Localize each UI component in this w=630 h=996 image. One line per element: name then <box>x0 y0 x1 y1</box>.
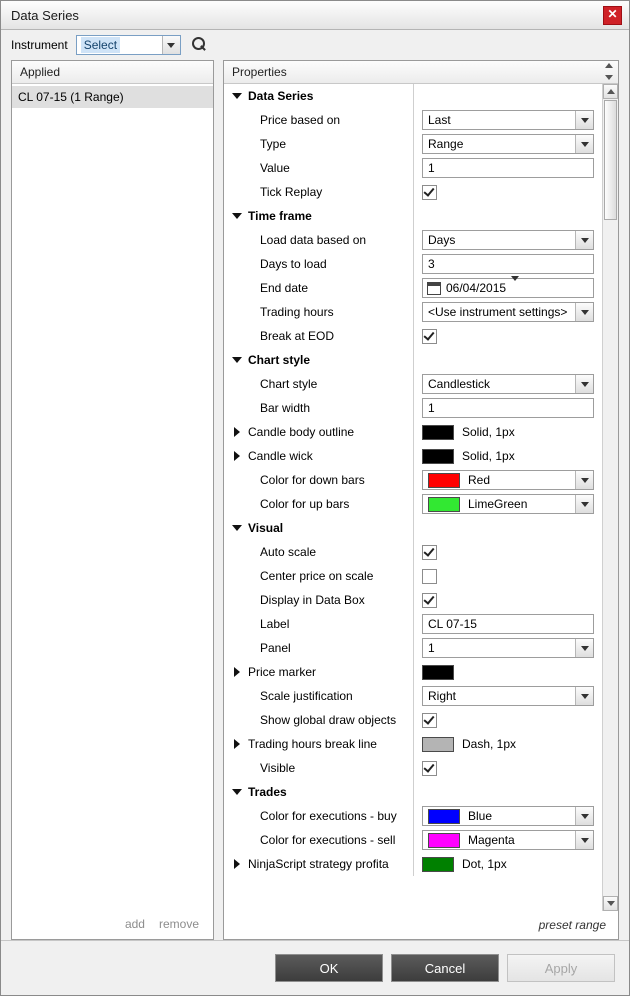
dropdown-value: LimeGreen <box>468 497 528 511</box>
property-label-cell <box>224 540 414 564</box>
property-checkbox[interactable] <box>422 329 437 344</box>
property-label: Price based on <box>260 113 341 127</box>
property-checkbox[interactable] <box>422 569 437 584</box>
property-row <box>224 732 602 756</box>
date-value: 06/04/2015 <box>446 281 507 295</box>
property-label-cell <box>224 420 414 444</box>
property-row <box>224 228 602 252</box>
property-label-cell <box>224 516 414 540</box>
property-label-cell <box>224 636 414 660</box>
applied-list <box>12 84 213 909</box>
property-row <box>224 756 602 780</box>
property-label: Label <box>260 617 290 631</box>
property-value-cell <box>414 396 602 420</box>
property-dropdown[interactable] <box>422 638 594 658</box>
property-color-dropdown[interactable] <box>422 830 594 850</box>
remove-button[interactable]: remove <box>158 917 199 931</box>
property-value-cell <box>414 348 602 372</box>
twisty-collapsed-icon[interactable] <box>230 859 244 869</box>
property-label-cell <box>224 156 414 180</box>
property-dropdown[interactable] <box>422 374 594 394</box>
property-value-cell <box>414 84 602 108</box>
scroll-down-button[interactable] <box>603 896 618 911</box>
twisty-collapsed-icon[interactable] <box>230 739 244 749</box>
dropdown-value: 1 <box>428 641 435 655</box>
chevron-down-icon[interactable] <box>575 135 593 153</box>
property-label-cell <box>224 780 414 804</box>
property-row <box>224 156 602 180</box>
property-label: Bar width <box>260 401 311 415</box>
scrollbar-thumb[interactable] <box>604 100 617 220</box>
property-row <box>224 804 602 828</box>
property-label-cell <box>224 228 414 252</box>
property-dropdown[interactable] <box>422 110 594 130</box>
property-row <box>224 396 602 420</box>
property-group-row <box>224 84 602 108</box>
properties-scrollbar[interactable] <box>602 84 618 911</box>
property-row <box>224 636 602 660</box>
line-style-value: Solid, 1px <box>462 449 515 463</box>
property-dropdown[interactable] <box>422 302 594 322</box>
instrument-select[interactable] <box>76 35 181 55</box>
property-color-dropdown[interactable] <box>422 494 594 514</box>
property-value-cell <box>414 420 602 444</box>
properties-header <box>224 61 618 84</box>
property-label-cell <box>224 348 414 372</box>
property-checkbox[interactable] <box>422 593 437 608</box>
textbox-value: CL 07-15 <box>428 617 477 631</box>
property-label: Candle wick <box>248 449 313 463</box>
chevron-down-icon[interactable] <box>511 281 519 295</box>
property-color-dropdown[interactable] <box>422 806 594 826</box>
property-row <box>224 252 602 276</box>
chevron-down-icon[interactable] <box>575 303 593 321</box>
line-color-swatch[interactable] <box>422 857 454 872</box>
property-row <box>224 540 602 564</box>
property-label: End date <box>260 281 309 295</box>
property-label: Days to load <box>260 257 327 271</box>
property-label: Load data based on <box>260 233 367 247</box>
property-label: Panel <box>260 641 291 655</box>
property-row <box>224 300 602 324</box>
property-label: Center price on scale <box>260 569 374 583</box>
property-value-cell <box>414 732 602 756</box>
property-label: Visible <box>260 761 296 775</box>
applied-pane <box>11 60 214 940</box>
color-swatch <box>428 809 460 824</box>
property-label-cell <box>224 852 414 876</box>
applied-header: Applied <box>12 61 213 84</box>
property-row <box>224 708 602 732</box>
property-label-cell <box>224 444 414 468</box>
property-label: Data Series <box>248 89 314 103</box>
property-label-cell <box>224 108 414 132</box>
property-label: Scale justification <box>260 689 353 703</box>
property-datepicker[interactable] <box>422 278 594 298</box>
twisty-expanded-icon[interactable] <box>230 357 244 363</box>
calendar-icon <box>427 282 441 295</box>
cancel-button[interactable]: Cancel <box>391 954 499 982</box>
color-swatch[interactable] <box>422 665 454 680</box>
dialog-button-bar <box>1 940 629 995</box>
instrument-row <box>1 30 629 60</box>
chevron-down-icon[interactable] <box>575 375 593 393</box>
properties-scroll-area <box>224 84 602 911</box>
dropdown-value: Range <box>428 137 464 151</box>
ok-button[interactable]: OK <box>275 954 383 982</box>
property-value-cell <box>414 156 602 180</box>
property-value-cell <box>414 468 602 492</box>
property-label: NinjaScript strategy profita <box>248 857 389 871</box>
instrument-label: Instrument <box>11 38 68 52</box>
property-label: Auto scale <box>260 545 317 559</box>
twisty-expanded-icon[interactable] <box>230 93 244 99</box>
property-textbox[interactable] <box>422 614 594 634</box>
spin-down-icon <box>605 75 613 80</box>
color-swatch <box>428 833 460 848</box>
line-style-value: Dash, 1px <box>462 737 517 751</box>
property-label-cell <box>224 660 414 684</box>
textbox-value: 3 <box>428 257 435 271</box>
property-label: Color for executions - buy <box>260 809 397 823</box>
chevron-down-icon[interactable] <box>575 687 593 705</box>
property-row <box>224 276 602 300</box>
property-label: Value <box>260 161 290 175</box>
title-bar <box>1 1 629 30</box>
property-label: Price marker <box>248 665 317 679</box>
chevron-down-icon[interactable] <box>162 36 180 54</box>
property-value-cell <box>414 636 602 660</box>
property-label-cell <box>224 132 414 156</box>
property-value-cell <box>414 324 602 348</box>
property-value-cell <box>414 756 602 780</box>
property-value-cell <box>414 588 602 612</box>
color-swatch <box>428 473 460 488</box>
property-value-cell <box>414 564 602 588</box>
property-label: Chart style <box>260 377 318 391</box>
window-title: Data Series <box>11 7 79 23</box>
list-item[interactable]: CL 07-15 (1 Range) <box>12 86 213 108</box>
property-group-row <box>224 348 602 372</box>
property-label-cell <box>224 468 414 492</box>
applied-footer <box>12 909 213 939</box>
property-label: Display in Data Box <box>260 593 365 607</box>
property-value-cell <box>414 660 602 684</box>
property-label-cell <box>224 828 414 852</box>
dropdown-value: Candlestick <box>428 377 491 391</box>
add-button[interactable]: add <box>124 917 145 931</box>
property-group-row <box>224 204 602 228</box>
property-value-cell <box>414 852 602 876</box>
spin-up-icon <box>605 63 613 68</box>
property-label: Color for up bars <box>260 497 350 511</box>
line-style-value: Dot, 1px <box>462 857 507 871</box>
twisty-collapsed-icon[interactable] <box>230 427 244 437</box>
property-value-cell <box>414 108 602 132</box>
property-label-cell <box>224 204 414 228</box>
property-label: Trading hours <box>260 305 334 319</box>
line-color-swatch[interactable] <box>422 425 454 440</box>
chevron-down-icon[interactable] <box>575 231 593 249</box>
chevron-down-icon[interactable] <box>575 831 593 849</box>
property-value-cell <box>414 252 602 276</box>
property-label: Break at EOD <box>260 329 335 343</box>
property-group-row <box>224 780 602 804</box>
dialog-panes <box>1 60 629 940</box>
twisty-expanded-icon[interactable] <box>230 789 244 795</box>
dropdown-value: Days <box>428 233 456 247</box>
properties-rows <box>224 84 602 876</box>
property-row <box>224 492 602 516</box>
properties-footer: preset range <box>224 911 618 939</box>
property-label-cell <box>224 756 414 780</box>
chevron-down-icon[interactable] <box>575 471 593 489</box>
property-row <box>224 564 602 588</box>
chevron-down-icon[interactable] <box>575 639 593 657</box>
property-label: Trading hours break line <box>248 737 377 751</box>
scroll-up-button[interactable] <box>603 84 618 99</box>
property-label: Color for executions - sell <box>260 833 396 847</box>
property-value-cell <box>414 780 602 804</box>
property-row <box>224 660 602 684</box>
property-value-cell <box>414 516 602 540</box>
property-label-cell <box>224 276 414 300</box>
property-label-cell <box>224 612 414 636</box>
chevron-down-icon[interactable] <box>575 495 593 513</box>
property-row <box>224 468 602 492</box>
property-textbox[interactable] <box>422 398 594 418</box>
property-value-cell <box>414 444 602 468</box>
chevron-down-icon[interactable] <box>575 807 593 825</box>
property-label-cell <box>224 300 414 324</box>
property-row <box>224 372 602 396</box>
property-checkbox[interactable] <box>422 545 437 560</box>
property-checkbox[interactable] <box>422 185 437 200</box>
property-row <box>224 612 602 636</box>
property-value-cell <box>414 300 602 324</box>
property-label-cell <box>224 396 414 420</box>
property-label: Tick Replay <box>260 185 323 199</box>
property-label: Candle body outline <box>248 425 355 439</box>
textbox-value: 1 <box>428 161 435 175</box>
property-label-cell <box>224 252 414 276</box>
property-label-cell <box>224 372 414 396</box>
chevron-down-icon[interactable] <box>575 111 593 129</box>
property-label: Chart style <box>248 353 311 367</box>
search-icon[interactable] <box>191 37 207 53</box>
property-value-cell <box>414 372 602 396</box>
property-value-cell <box>414 492 602 516</box>
property-label-cell <box>224 564 414 588</box>
property-label: Time frame <box>248 209 312 223</box>
property-value-cell <box>414 684 602 708</box>
property-checkbox[interactable] <box>422 713 437 728</box>
property-label-cell <box>224 324 414 348</box>
property-label-cell <box>224 804 414 828</box>
property-value-cell <box>414 228 602 252</box>
property-row <box>224 684 602 708</box>
property-value-cell <box>414 540 602 564</box>
twisty-expanded-icon[interactable] <box>230 213 244 219</box>
properties-pane <box>223 60 619 940</box>
twisty-collapsed-icon[interactable] <box>230 667 244 677</box>
property-checkbox[interactable] <box>422 761 437 776</box>
property-value-cell <box>414 828 602 852</box>
property-row <box>224 180 602 204</box>
property-label-cell <box>224 492 414 516</box>
textbox-value: 1 <box>428 401 435 415</box>
color-swatch <box>428 497 460 512</box>
instrument-selected-value: Select <box>81 37 120 53</box>
property-label-cell <box>224 180 414 204</box>
property-label: Visual <box>248 521 284 535</box>
dropdown-value: Magenta <box>468 833 515 847</box>
property-dropdown[interactable] <box>422 686 594 706</box>
property-row <box>224 324 602 348</box>
twisty-collapsed-icon[interactable] <box>230 451 244 461</box>
property-value-cell <box>414 612 602 636</box>
property-value-cell <box>414 708 602 732</box>
property-label-cell <box>224 684 414 708</box>
property-row <box>224 444 602 468</box>
properties-body <box>224 84 618 911</box>
property-label: Show global draw objects <box>260 713 397 727</box>
property-textbox[interactable] <box>422 254 594 274</box>
line-color-swatch[interactable] <box>422 449 454 464</box>
property-row <box>224 108 602 132</box>
property-label-cell <box>224 84 414 108</box>
property-color-dropdown[interactable] <box>422 470 594 490</box>
dropdown-value: <Use instrument settings> <box>428 305 568 319</box>
dropdown-value: Red <box>468 473 491 487</box>
line-style-value: Solid, 1px <box>462 425 515 439</box>
property-label-cell <box>224 708 414 732</box>
property-textbox[interactable] <box>422 158 594 178</box>
property-value-cell <box>414 276 602 300</box>
property-group-row <box>224 516 602 540</box>
property-row <box>224 132 602 156</box>
property-value-cell <box>414 180 602 204</box>
property-value-cell <box>414 204 602 228</box>
property-label: Color for down bars <box>260 473 365 487</box>
dropdown-value: Last <box>428 113 451 127</box>
twisty-expanded-icon[interactable] <box>230 525 244 531</box>
property-label-cell <box>224 588 414 612</box>
property-label: Type <box>260 137 287 151</box>
close-icon[interactable]: ✕ <box>603 6 622 25</box>
apply-button[interactable]: Apply <box>507 954 615 982</box>
property-label: Trades <box>248 785 287 799</box>
property-row <box>224 588 602 612</box>
property-row <box>224 420 602 444</box>
property-value-cell <box>414 132 602 156</box>
property-row <box>224 852 602 876</box>
property-dropdown[interactable] <box>422 230 594 250</box>
dropdown-value: Blue <box>468 809 493 823</box>
property-value-cell <box>414 804 602 828</box>
property-label-cell <box>224 732 414 756</box>
property-dropdown[interactable] <box>422 134 594 154</box>
properties-header-label: Properties <box>232 65 287 79</box>
property-row <box>224 828 602 852</box>
dropdown-value: Right <box>428 689 457 703</box>
header-spinner[interactable] <box>602 62 616 81</box>
line-color-swatch[interactable] <box>422 737 454 752</box>
